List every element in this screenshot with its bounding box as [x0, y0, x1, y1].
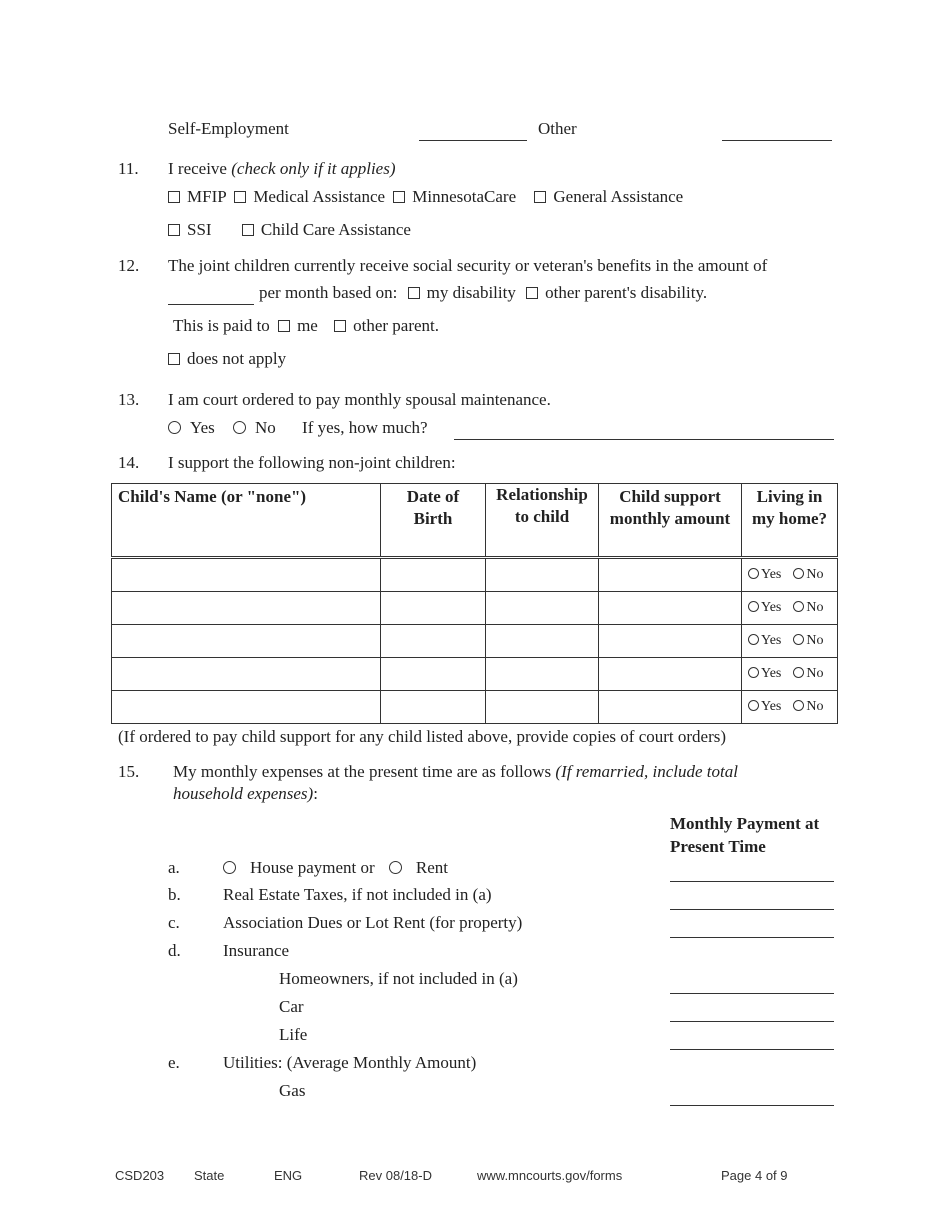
table-row	[112, 625, 838, 658]
living-no-radio[interactable]	[793, 568, 804, 579]
support-amount-cell[interactable]	[599, 558, 742, 592]
q14-number: 14.	[118, 453, 140, 472]
footer-form-number: CSD203	[115, 1168, 165, 1183]
item-d-letter: d.	[168, 941, 181, 960]
col-header-relationship: Relationship to child	[486, 484, 599, 558]
item-d-label: Insurance	[223, 941, 290, 960]
item-a-letter: a.	[168, 858, 180, 877]
minnesotacare-checkbox[interactable]	[393, 191, 405, 203]
item-a-row	[223, 858, 448, 878]
living-cell: Yes No	[742, 625, 838, 658]
self-employment-label: Self-Employment	[168, 119, 289, 138]
real-estate-taxes-input[interactable]	[670, 909, 834, 910]
dob-cell[interactable]	[381, 558, 486, 592]
mfip-checkbox[interactable]	[168, 191, 180, 203]
living-yes-radio[interactable]	[748, 700, 759, 711]
q11-row2	[168, 220, 411, 240]
q12-paid-to-row: This is paid to me other parent.	[173, 316, 439, 335]
how-much-label: If yes, how much?	[302, 418, 428, 437]
footer-url: www.mncourts.gov/forms	[477, 1168, 623, 1183]
table-row	[112, 658, 838, 691]
relationship-cell[interactable]	[486, 691, 599, 724]
q12-question: The joint children currently receive social security or veteran's benefits in the amount of	[168, 256, 768, 275]
footer-page: Page 4 of 9	[721, 1168, 788, 1183]
item-c-letter: c.	[168, 913, 180, 932]
item-b-letter: b.	[168, 885, 181, 904]
paid-to-me-checkbox[interactable]	[278, 320, 290, 332]
my-disability-label: my disability	[426, 283, 516, 302]
support-amount-cell[interactable]	[599, 658, 742, 691]
mfip-label: MFIP	[187, 187, 227, 206]
child-care-assistance-checkbox[interactable]	[242, 224, 254, 236]
dob-cell[interactable]	[381, 592, 486, 625]
item-e-label: Utilities: (Average Monthly Amount)	[223, 1053, 477, 1072]
living-cell: Yes No	[742, 558, 838, 592]
association-dues-input[interactable]	[670, 937, 834, 938]
table-row	[112, 558, 838, 592]
q14-question: I support the following non-joint children:	[168, 453, 456, 472]
table-row	[112, 691, 838, 724]
living-yes-radio[interactable]	[748, 601, 759, 612]
dob-cell[interactable]	[381, 625, 486, 658]
child-name-cell[interactable]	[112, 558, 381, 592]
child-care-assistance-label: Child Care Assistance	[260, 220, 411, 239]
other-income-label: Other	[538, 119, 577, 138]
car-label: Car	[279, 997, 304, 1016]
other-parent-disability-checkbox[interactable]	[526, 287, 538, 299]
life-insurance-input[interactable]	[670, 1049, 834, 1050]
living-cell: Yes No	[742, 691, 838, 724]
relationship-cell[interactable]	[486, 658, 599, 691]
q13-answer-row	[168, 418, 428, 438]
table-row	[112, 592, 838, 625]
item-e-letter: e.	[168, 1053, 180, 1072]
living-cell: Yes No	[742, 658, 838, 691]
dob-cell[interactable]	[381, 691, 486, 724]
does-not-apply-label: does not apply	[187, 349, 287, 368]
ssi-checkbox[interactable]	[168, 224, 180, 236]
spousal-no-label: No	[255, 418, 276, 437]
homeowners-insurance-input[interactable]	[670, 993, 834, 994]
house-payment-radio[interactable]	[223, 861, 236, 874]
house-payment-amount-input[interactable]	[670, 881, 834, 882]
spousal-yes-radio[interactable]	[168, 421, 181, 434]
other-income-input[interactable]	[722, 140, 832, 141]
spousal-no-radio[interactable]	[233, 421, 246, 434]
living-no-radio[interactable]	[793, 601, 804, 612]
q11-number: 11.	[118, 159, 139, 178]
general-assistance-label: General Assistance	[553, 187, 684, 206]
footer-revision: Rev 08/18-D	[359, 1168, 432, 1183]
ssi-label: SSI	[187, 220, 212, 239]
house-payment-label: House payment or	[250, 858, 375, 877]
child-name-cell[interactable]	[112, 658, 381, 691]
relationship-cell[interactable]	[486, 625, 599, 658]
living-yes-radio[interactable]	[748, 634, 759, 645]
living-yes-radio[interactable]	[748, 568, 759, 579]
child-name-cell[interactable]	[112, 592, 381, 625]
paid-to-me-label: me	[297, 316, 318, 335]
col-header-child-support: Child support monthly amount	[599, 484, 742, 558]
item-b-label: Real Estate Taxes, if not included in (a)	[223, 885, 492, 904]
non-joint-children-table	[111, 483, 838, 724]
spousal-yes-label: Yes	[190, 418, 215, 437]
homeowners-label: Homeowners, if not included in (a)	[279, 969, 518, 988]
rent-radio[interactable]	[389, 861, 402, 874]
living-no-radio[interactable]	[793, 700, 804, 711]
child-name-cell[interactable]	[112, 625, 381, 658]
support-amount-cell[interactable]	[599, 625, 742, 658]
general-assistance-checkbox[interactable]	[534, 191, 546, 203]
footer-language: ENG	[274, 1168, 303, 1183]
relationship-cell[interactable]	[486, 558, 599, 592]
paid-to-other-parent-checkbox[interactable]	[334, 320, 346, 332]
dob-cell[interactable]	[381, 658, 486, 691]
relationship-cell[interactable]	[486, 592, 599, 625]
col-header-name: Child's Name (or "none")	[112, 484, 381, 558]
living-cell: Yes No	[742, 592, 838, 625]
col-header-living: Living in my home?	[742, 484, 838, 558]
table-header-row	[112, 484, 838, 558]
living-no-radio[interactable]	[793, 667, 804, 678]
self-employment-input[interactable]	[419, 140, 527, 141]
q15-number: 15.	[118, 762, 140, 781]
medical-assistance-checkbox[interactable]	[234, 191, 246, 203]
other-parent-disability-label: other parent's disability.	[545, 283, 708, 302]
item-c-label: Association Dues or Lot Rent (for property)	[223, 913, 523, 932]
q11-question: I receive (check only if it applies)	[168, 159, 396, 178]
q13-question: I am court ordered to pay monthly spousal maintenance.	[168, 390, 551, 409]
child-name-cell[interactable]	[112, 691, 381, 724]
spousal-amount-input[interactable]	[454, 439, 834, 440]
monthly-payment-header: Monthly Payment at Present Time	[670, 814, 820, 856]
car-insurance-input[interactable]	[670, 1021, 834, 1022]
living-no-radio[interactable]	[793, 634, 804, 645]
q12-basis-row: per month based on: my disability other parent's disability.	[259, 283, 708, 302]
gas-input[interactable]	[670, 1105, 834, 1106]
q11-row1	[168, 187, 683, 207]
medical-assistance-label: Medical Assistance	[253, 187, 386, 206]
does-not-apply-checkbox[interactable]	[168, 353, 180, 365]
my-disability-checkbox[interactable]	[408, 287, 420, 299]
living-yes-radio[interactable]	[748, 667, 759, 678]
col-header-dob: Date of Birth	[381, 484, 486, 558]
q15-question: My monthly expenses at the present time are as follows (If remarried, include total	[173, 762, 738, 781]
q13-number: 13.	[118, 390, 140, 409]
minnesotacare-label: MinnesotaCare	[412, 187, 517, 206]
q11-note: (check only if it applies)	[231, 159, 396, 178]
q15-question-cont: household expenses):	[173, 784, 318, 803]
benefit-amount-input[interactable]	[168, 304, 254, 305]
support-amount-cell[interactable]	[599, 592, 742, 625]
q12-number: 12.	[118, 256, 140, 275]
gas-label: Gas	[279, 1081, 306, 1100]
rent-label: Rent	[415, 858, 448, 877]
footer-state: State	[194, 1168, 225, 1183]
paid-to-other-parent-label: other parent.	[353, 316, 439, 335]
support-amount-cell[interactable]	[599, 691, 742, 724]
court-orders-note: (If ordered to pay child support for any child listed above, provide copies of court orders)	[118, 727, 727, 746]
q12-does-not-apply-row	[168, 349, 286, 369]
life-label: Life	[279, 1025, 308, 1044]
